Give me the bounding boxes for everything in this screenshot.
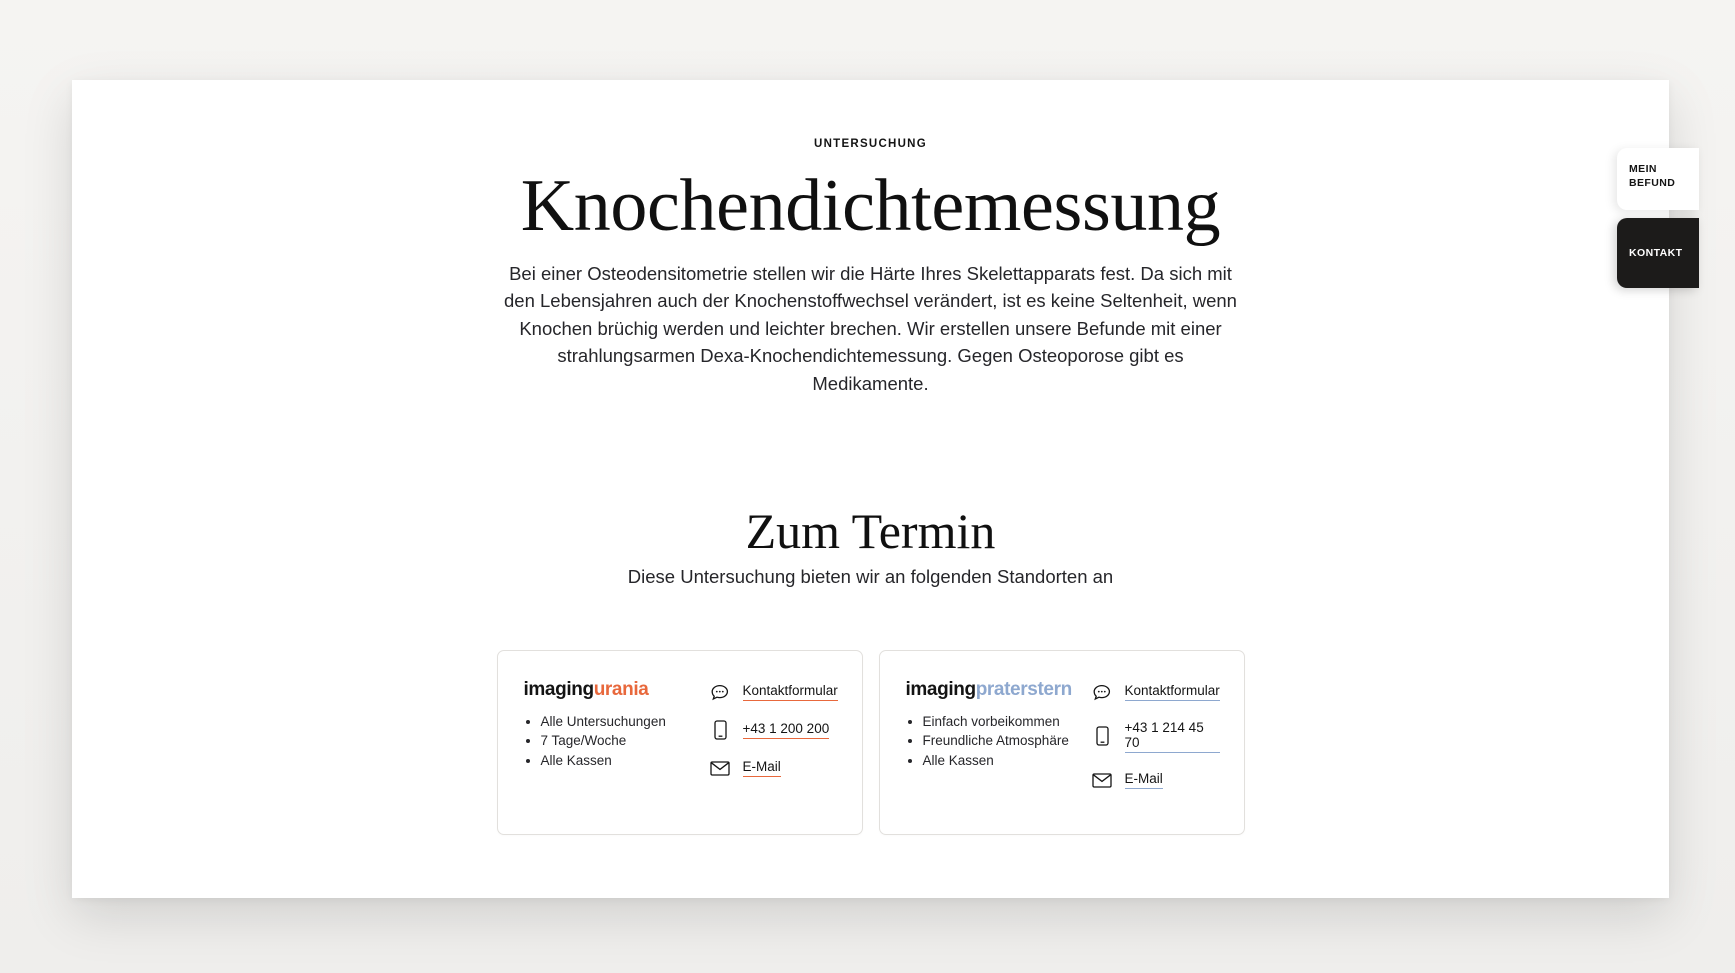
side-tab-mein-befund[interactable]: [1617, 148, 1699, 210]
brand-prefix: imaging: [905, 678, 976, 700]
contact-form-link[interactable]: Kontaktformular: [1125, 683, 1220, 701]
brand-suffix: urania: [593, 678, 649, 700]
location-card-urania[interactable]: [497, 650, 863, 835]
chat-icon: [1092, 682, 1113, 703]
mobile-icon: [710, 720, 731, 741]
location-card-praterstern[interactable]: [879, 650, 1245, 835]
list-item: • 7 Tage/Woche: [541, 732, 692, 750]
mail-icon: [710, 758, 731, 779]
side-tab-kontakt[interactable]: [1617, 218, 1699, 288]
brand-logo-praterstern: [906, 679, 1074, 701]
side-tab-group: [1617, 148, 1699, 288]
contact-list: [1092, 679, 1220, 808]
mobile-icon: [1092, 726, 1113, 747]
contact-row-email[interactable]: [710, 758, 838, 779]
contact-row-email[interactable]: [1092, 770, 1220, 791]
email-link[interactable]: E-Mail: [1125, 771, 1163, 789]
location-info: [524, 679, 692, 808]
appointment-heading: Zum Termin: [745, 502, 996, 559]
contact-row-form[interactable]: [710, 682, 838, 703]
contact-row-form[interactable]: [1092, 682, 1220, 703]
feature-list: [524, 713, 692, 770]
page-intro-text: Bei einer Osteodensitometrie stellen wir die Härte Ihres Skelettapparats fest. Da sich mit den Lebensjahren auch der Knochenstoffwechsel verändert, ist es keine Seltenheit, wenn Knochen brüchig werden und leichter brechen. Wir erstellen unsere Befunde mit einer strahlungsarmen Dexa-Knochendichtemessung. Gegen Osteoporose gibt es Medikamente.: [504, 262, 1237, 394]
contact-form-link[interactable]: Kontaktformular: [743, 683, 838, 701]
location-card-list: [72, 650, 1669, 835]
list-item: • Alle Untersuchungen: [541, 713, 692, 731]
list-item: • Freundliche Atmosphäre: [923, 732, 1074, 750]
list-item: • Alle Kassen: [923, 752, 1074, 770]
main-content: [72, 80, 1669, 835]
side-tab-label: MEIN BEFUND: [1629, 163, 1676, 190]
page-eyebrow: UNTERSUCHUNG: [814, 138, 927, 150]
brand-prefix: imaging: [523, 678, 594, 700]
page-title: Knochendichtemessung: [520, 165, 1221, 247]
contact-row-phone[interactable]: [1092, 720, 1220, 753]
brand-suffix: praterstern: [975, 678, 1072, 700]
phone-link[interactable]: +43 1 214 45 70: [1125, 720, 1220, 753]
location-info: [906, 679, 1074, 808]
chat-icon: [710, 682, 731, 703]
side-tab-label: KONTAKT: [1629, 246, 1683, 259]
page-canvas: [72, 80, 1669, 898]
feature-list: [906, 713, 1074, 770]
appointment-subheading: Diese Untersuchung bieten wir an folgenden Standorten an: [627, 565, 1114, 587]
list-item: • Einfach vorbeikommen: [923, 713, 1074, 731]
brand-logo-urania: [524, 679, 692, 701]
phone-link[interactable]: +43 1 200 200: [743, 721, 830, 739]
contact-row-phone[interactable]: [710, 720, 838, 741]
list-item: • Alle Kassen: [541, 752, 692, 770]
mail-icon: [1092, 770, 1113, 791]
email-link[interactable]: E-Mail: [743, 759, 781, 777]
contact-list: [710, 679, 838, 808]
